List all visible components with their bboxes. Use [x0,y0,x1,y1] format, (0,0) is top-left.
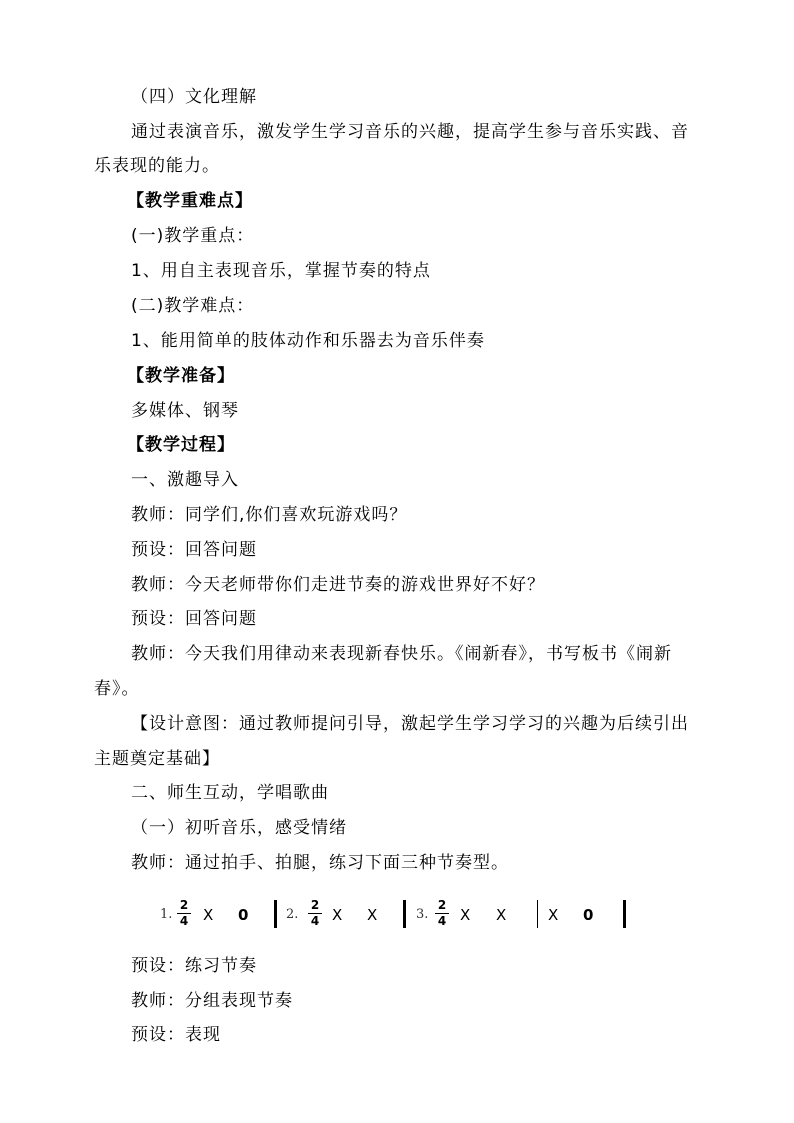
dialogue-line: 预设：回答问题 [131,609,257,629]
design-intent: 主题奠定基础】 [94,749,220,769]
design-intent: 【设计意图：通过教师提问引导，激起学生学习学习的兴趣为后续引出 [131,714,689,734]
time-signature [435,899,449,928]
dialogue-line: 预设：练习节奏 [131,956,257,976]
rhythm-note: X [332,906,343,924]
final-barline [623,900,626,928]
dialogue-line: 教师：同学们,你们喜欢玩游戏吗？ [131,505,408,525]
subheading-key-points: (一)教学重点： [131,226,255,246]
paragraph-line: 通过表演音乐，激发学生学习音乐的兴趣，提高学生参与音乐实践、音 [131,122,689,142]
heading-preparation: 【教学准备】 [127,366,235,386]
heading-process: 【教学过程】 [127,435,235,455]
dialogue-line: 春》。 [94,679,140,699]
time-numerator: 2 [310,898,320,912]
dialogue-line: 预设：回答问题 [131,540,257,560]
dialogue-line: 预设：表现 [131,1025,221,1045]
subheading-intro: 一、激趣导入 [131,470,239,490]
subheading-listening: （一）初听音乐，感受情绪 [131,818,347,838]
time-denominator: 4 [437,914,447,928]
rhythm-note: X [367,906,378,924]
rhythm-patterns [160,898,640,932]
rhythm-label: 1. [160,907,173,922]
time-denominator: 4 [179,914,189,928]
paragraph-line: 多媒体、钢琴 [131,401,239,421]
rhythm-note: X [496,906,507,924]
dialogue-line: 教师：分组表现节奏 [131,991,293,1011]
subheading-interaction: 二、师生互动，学唱歌曲 [131,783,329,803]
heading-key-difficult-points: 【教学重难点】 [127,191,253,211]
final-barline [274,900,277,928]
rhythm-rest: 0 [583,906,594,924]
time-numerator: 2 [179,898,189,912]
rhythm-rest: 0 [238,906,249,924]
time-signature [177,899,191,928]
dialogue-line: 教师：通过拍手、拍腿，练习下面三种节奏型。 [131,853,509,873]
list-item: 1、用自主表现音乐，掌握节奏的特点 [131,261,431,281]
rhythm-label: 3. [416,907,429,922]
time-signature [308,899,322,928]
time-numerator: 2 [437,898,447,912]
dialogue-line: 教师：今天老师带你们走进节奏的游戏世界好不好？ [131,575,545,595]
section-heading-culture: （四）文化理解 [131,87,257,107]
rhythm-label: 2. [286,907,299,922]
subheading-difficult-points: (二)教学难点： [131,296,255,316]
rhythm-note: X [548,906,559,924]
dialogue-line: 教师：今天我们用律动来表现新春快乐。《闹新春》，书写板书《闹新 [131,644,672,664]
paragraph-line: 乐表现的能力。 [94,156,220,176]
rhythm-note: X [203,906,214,924]
rhythm-note: X [460,906,471,924]
barline [537,900,538,928]
time-denominator: 4 [310,914,320,928]
list-item: 1、能用简单的肢体动作和乐器去为音乐伴奏 [131,331,485,351]
final-barline [403,900,406,928]
